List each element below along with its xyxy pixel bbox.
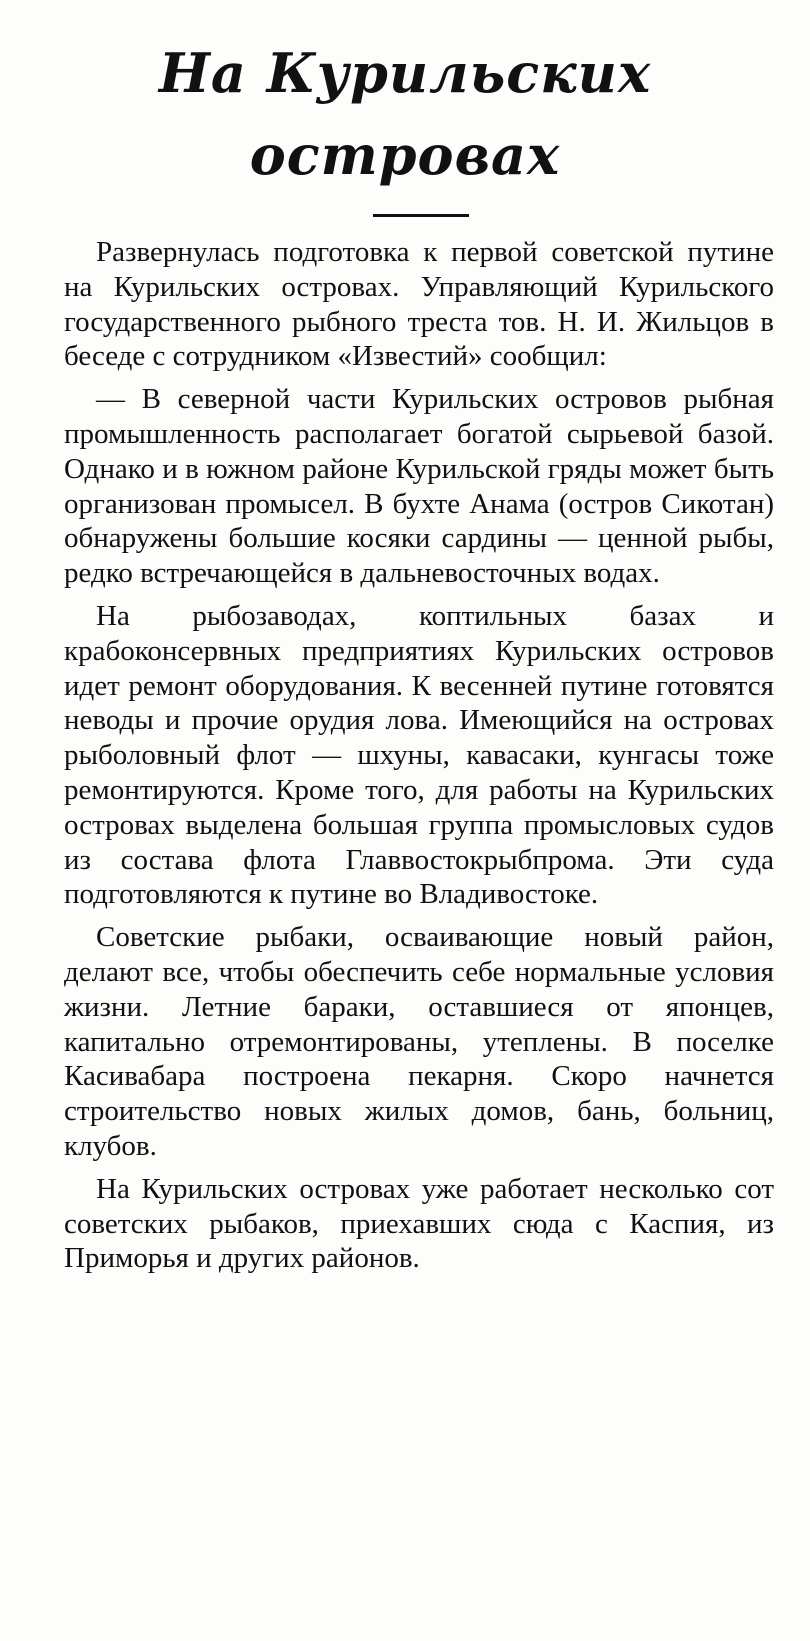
title-divider — [373, 214, 469, 217]
article-paragraph-5: На Курильских островах уже работает несколько сот советских рыбаков, приехавших сюда с Каспия, из Приморья и других районов. — [64, 1172, 774, 1275]
article-paragraph-3: На рыбозаводах, коптильных базах и крабоконсервных предприятиях Курильских островов идет ремонт оборудования. К весенней путине готовятся неводы и прочие орудия лова. Имеющийся на островах рыболовный флот — шхуны, кавасаки, кунгасы тоже ремонтируются. Кроме того, для работы на Курильских островах выделена большая группа промысловых судов из состава флота Главвостокрыбпрома. Эти суда подготовляются к путине во Владивостоке. — [64, 599, 774, 911]
article-paragraph-1: Развернулась подготовка к первой советской путине на Курильских островах. Управляющий Курильского государственного рыбного треста тов. Н. И. Жильцов в беседе с сотрудником «Известий» сообщил: — [64, 236, 774, 373]
article-paragraph-2: — В северной части Курильских островов рыбная промышленность располагает богатой сырьевой базой. Однако и в южном районе Курильской гряды может быть организован промысел. В бухте Анама (остров Сикотан) обнаружены большие косяки сардины — ценной рыбы, редко встречающейся в дальневосточных водах. — [64, 383, 774, 590]
headline-line-1: На Курильских — [158, 41, 652, 105]
article-paragraph-4: Советские рыбаки, осваивающие новый район, делают все, чтобы обеспечить себе нормальные условия жизни. Летние бараки, оставшиеся от японцев, капитально отремонтированы, утеплены. В поселке Касивабара построена пекарня. Скоро начнется строительство новых жилых домов, бань, больниц, клубов. — [64, 921, 774, 1162]
headline-line-2: островах — [249, 123, 561, 187]
article-body — [64, 235, 774, 1284]
